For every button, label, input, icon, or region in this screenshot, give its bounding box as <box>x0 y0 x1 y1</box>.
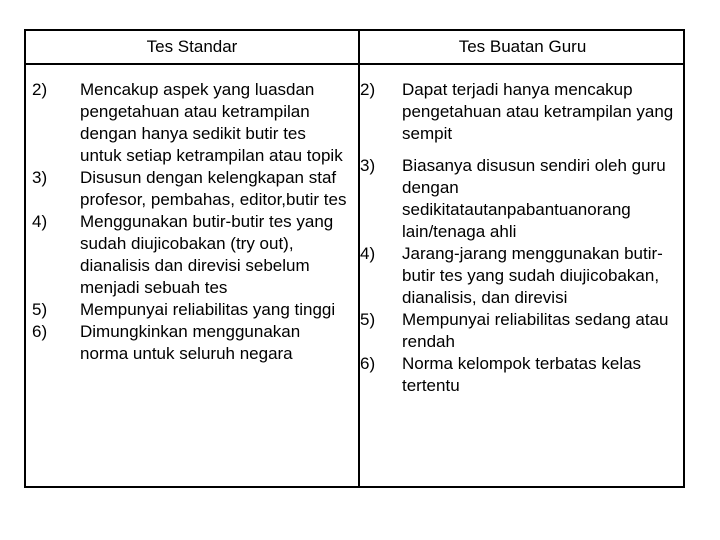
item-number: 3) <box>32 168 48 187</box>
left-item <box>26 79 356 167</box>
right-item <box>360 309 685 353</box>
item-number: 2) <box>32 80 48 99</box>
left-item <box>26 167 356 211</box>
right-item <box>360 155 685 243</box>
header-tes-buatan-guru: Tes Buatan Guru <box>458 37 587 56</box>
item-number: 2) <box>360 80 376 99</box>
right-column <box>360 79 685 397</box>
item-number: 4) <box>360 244 376 263</box>
item-text: Mencakup aspek yang luasdan pengetahuan atau ketrampilan dengan hanya sedikit butir tes untuk setiap ketrampilan atau topik <box>80 80 343 165</box>
item-text: Menggunakan butir-butir tes yang sudah diujicobakan (try out), dianalisis dan direvisi sebelum menjadi sebuah tes <box>80 212 334 297</box>
item-text: Norma kelompok terbatas kelas tertentu <box>402 354 642 395</box>
item-text: Mempunyai reliabilitas sedang atau rendah <box>402 310 669 351</box>
comparison-table <box>24 29 685 488</box>
item-text: Jarang-jarang menggunakan butir-butir tes yang sudah diujicobakan, dianalisis, dan direvisi <box>402 244 663 307</box>
item-text: Mempunyai reliabilitas yang tinggi <box>80 300 336 319</box>
item-number: 6) <box>32 322 48 341</box>
item-number: 6) <box>360 354 376 373</box>
item-number: 3) <box>360 156 376 175</box>
item-text: Dapat terjadi hanya mencakup pengetahuan atau ketrampilan yang sempit <box>402 80 674 143</box>
left-item <box>26 211 356 299</box>
item-text: Disusun dengan kelengkapan staf profesor, pembahas, editor,butir tes <box>80 168 347 209</box>
header-divider <box>26 63 683 65</box>
item-text: Biasanya disusun sendiri oleh guru dengan sedikitatautanpabantuanorang lain/tenaga ahli <box>402 156 666 241</box>
item-text: Dimungkinkan menggunakan norma untuk seluruh negara <box>80 322 301 363</box>
right-item <box>360 353 685 397</box>
item-number: 5) <box>32 300 48 319</box>
item-number: 4) <box>32 212 48 231</box>
left-item <box>26 321 356 365</box>
left-column <box>26 79 356 365</box>
header-tes-standar: Tes Standar <box>146 37 238 56</box>
left-item <box>26 299 356 321</box>
right-item <box>360 243 685 309</box>
item-number: 5) <box>360 310 376 329</box>
right-item <box>360 79 685 145</box>
